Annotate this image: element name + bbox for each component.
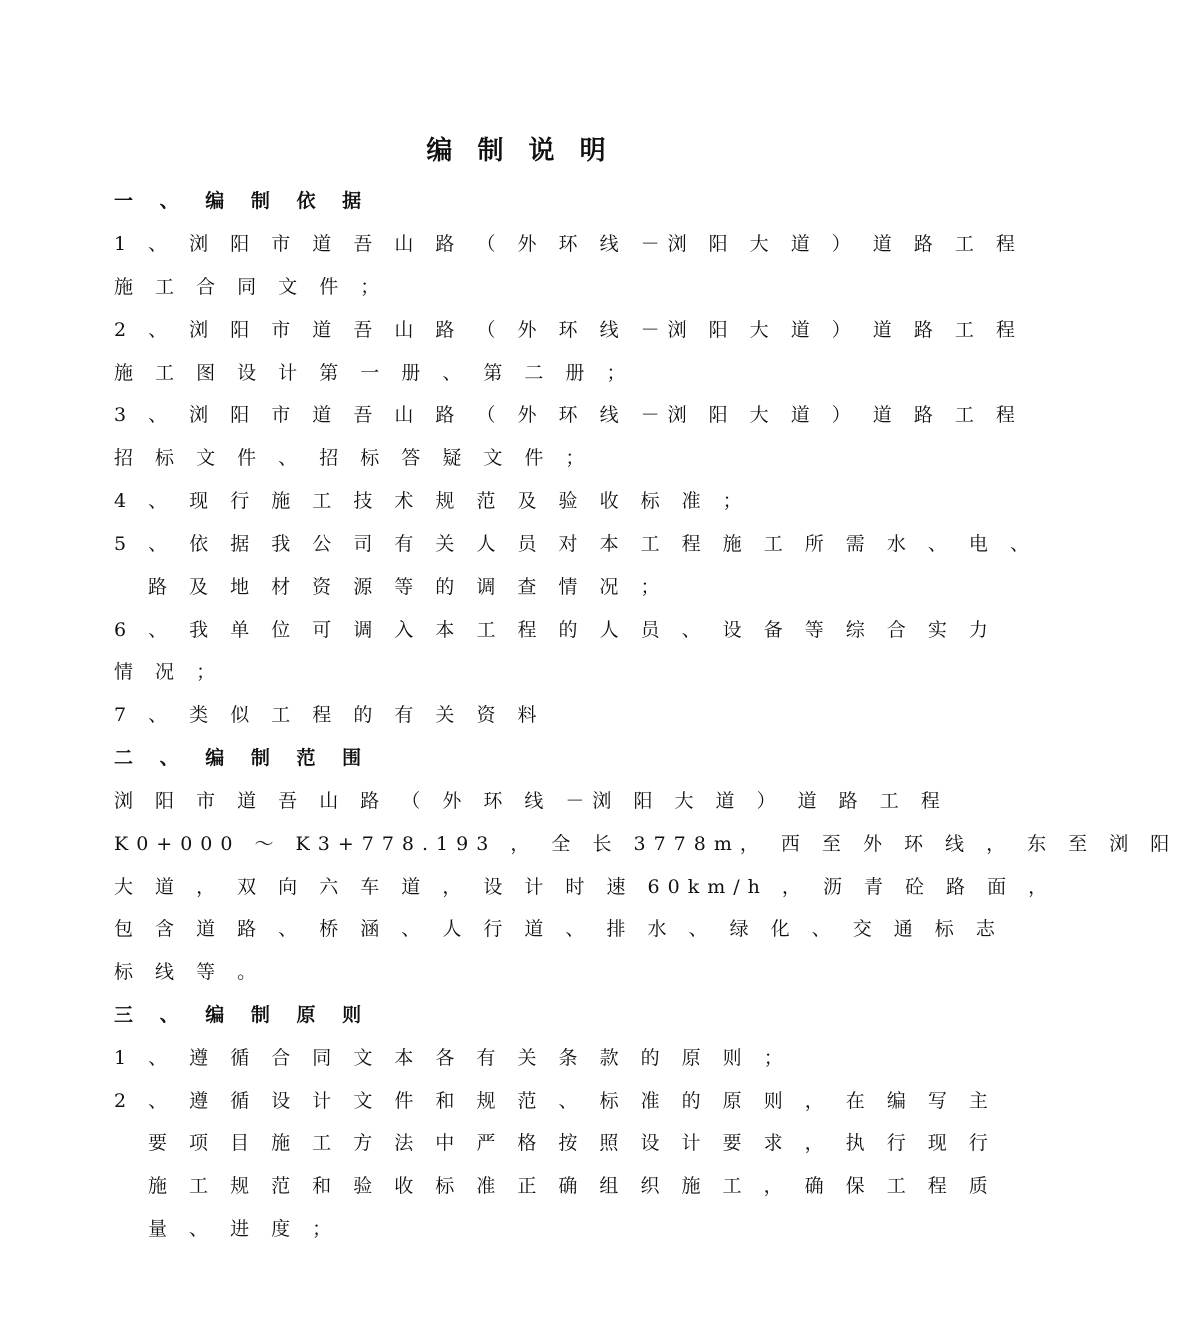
paragraph-line: 1 、 浏 阳 市 道 吾 山 路 （ 外 环 线 －浏 阳 大 道 ） 道 路 工 程 (114, 233, 1023, 255)
paragraph-line: 施 工 合 同 文 件 ； (114, 276, 388, 298)
paragraph-line: 量 、 进 度 ； (148, 1218, 340, 1240)
paragraph-line: 路 及 地 材 资 源 等 的 调 查 情 况 ； (148, 576, 668, 598)
document-title: 编 制 说 明 (426, 136, 614, 166)
paragraph-line: 3 、 浏 阳 市 道 吾 山 路 （ 外 环 线 －浏 阳 大 道 ） 道 路 工 程 (114, 404, 1023, 426)
paragraph-line: 5 、 依 据 我 公 司 有 关 人 员 对 本 工 程 施 工 所 需 水 、 电 、 (114, 533, 1037, 555)
paragraph-line: K0+000 ～ K3+778.193 ， 全 长 3778m， 西 至 外 环 线 ， 东 至 浏 阳 (114, 833, 1177, 855)
paragraph-line: 2 、 遵 循 设 计 文 件 和 规 范 、 标 准 的 原 则 ， 在 编 写 主 (114, 1090, 996, 1112)
paragraph-line: 1 、 遵 循 合 同 文 本 各 有 关 条 款 的 原 则 ； (114, 1047, 791, 1069)
paragraph-line: 浏 阳 市 道 吾 山 路 （ 外 环 线 －浏 阳 大 道 ） 道 路 工 程 (114, 790, 948, 812)
paragraph-line: 4 、 现 行 施 工 技 术 规 范 及 验 收 标 准 ； (114, 490, 750, 512)
paragraph-line: 大 道 ， 双 向 六 车 道 ， 设 计 时 速 60km/h ， 沥 青 砼 路 面 ， (114, 876, 1056, 898)
paragraph-line: 施 工 图 设 计 第 一 册 、 第 二 册 ； (114, 362, 634, 384)
paragraph-line: 情 况 ； (114, 661, 224, 683)
paragraph-line: 6 、 我 单 位 可 调 入 本 工 程 的 人 员 、 设 备 等 综 合 实 力 (114, 619, 996, 641)
paragraph-line: 标 线 等 。 (114, 961, 265, 983)
paragraph-line: 包 含 道 路 、 桥 涵 、 人 行 道 、 排 水 、 绿 化 、 交 通 标 志 (114, 918, 1003, 940)
section-heading-scope: 二 、 编 制 范 围 (114, 747, 372, 769)
paragraph-line: 7 、 类 似 工 程 的 有 关 资 料 (114, 704, 545, 726)
section-heading-basis: 一 、 编 制 依 据 (114, 190, 372, 212)
section-heading-principles: 三 、 编 制 原 则 (114, 1004, 372, 1026)
paragraph-line: 2 、 浏 阳 市 道 吾 山 路 （ 外 环 线 －浏 阳 大 道 ） 道 路 工 程 (114, 319, 1023, 341)
paragraph-line: 施 工 规 范 和 验 收 标 准 正 确 组 织 施 工 ， 确 保 工 程 质 (148, 1175, 996, 1197)
paragraph-line: 要 项 目 施 工 方 法 中 严 格 按 照 设 计 要 求 ， 执 行 现 行 (148, 1132, 996, 1154)
paragraph-line: 招 标 文 件 、 招 标 答 疑 文 件 ； (114, 447, 593, 469)
